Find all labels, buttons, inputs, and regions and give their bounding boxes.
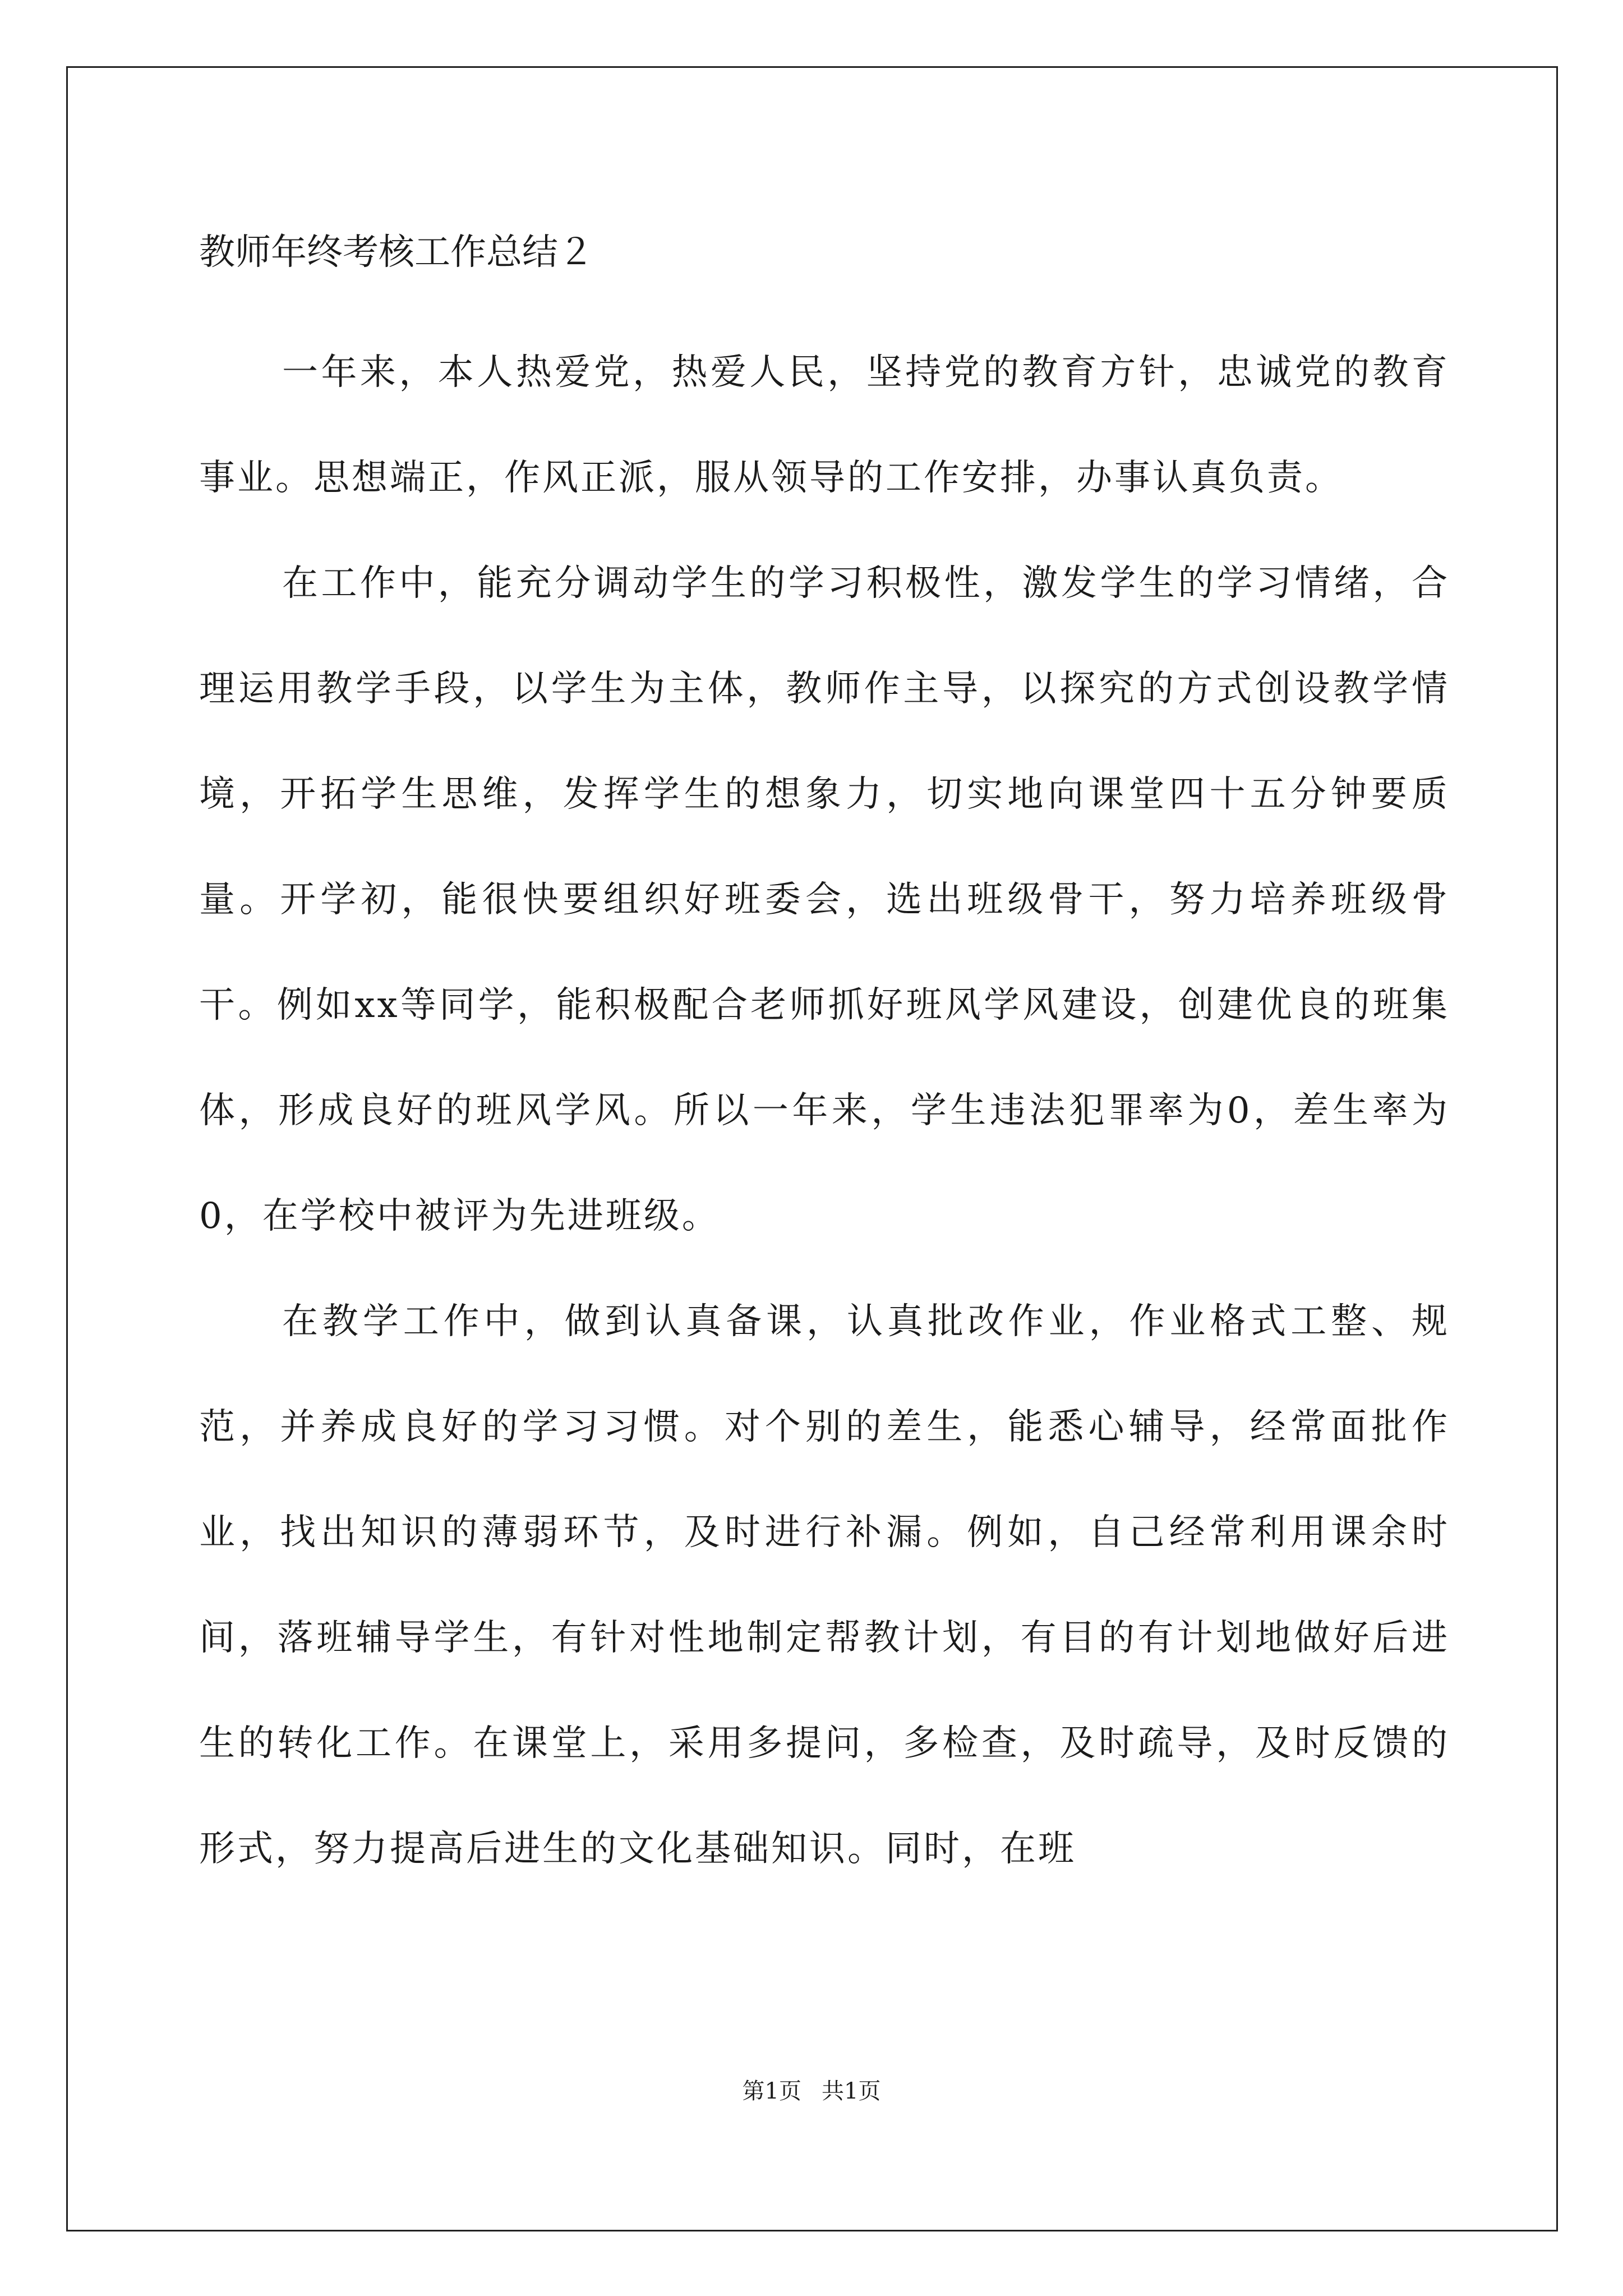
- page-total: 共1页: [822, 2078, 881, 2104]
- paragraph-2: 在工作中，能充分调动学生的学习积极性，激发学生的学习情绪，合理运用教学手段，以学生为主体，教师作主导，以探究的方式创设教学情境，开拓学生思维，发挥学生的想象力，切实地向课堂四十五分钟要质量。开学初，能很快要组织好班委会，选出班级骨干，努力培养班级骨干。例如xx等同学，能积极配合老师抓好班风学风建设，创建优良的班集体，形成良好的班风学风。所以一年来，学生违法犯罪率为0，差生率为0，在学校中被评为先进班级。: [199, 563, 1450, 1237]
- document-title: 教师年终考核工作总结２: [199, 232, 594, 273]
- page-footer: [0, 2074, 1623, 2108]
- page-number: 第1页: [742, 2078, 801, 2104]
- paragraph-1: 一年来，本人热爱党，热爱人民，坚持党的教育方针，忠诚党的教育事业。思想端正，作风正派，服从领导的工作安排，办事认真负责。: [199, 352, 1450, 499]
- document-body: [199, 224, 1450, 1902]
- paragraph-3: 在教学工作中，做到认真备课，认真批改作业，作业格式工整、规范，并养成良好的学习习惯。对个别的差生，能悉心辅导，经常面批作业，找出知识的薄弱环节，及时进行补漏。例如，自己经常利用课余时间，落班辅导学生，有针对性地制定帮教计划，有目的有计划地做好后进生的转化工作。在课堂上，采用多提问，多检查，及时疏导，及时反馈的形式，努力提高后进生的文化基础知识。同时，在班: [199, 1301, 1450, 1870]
